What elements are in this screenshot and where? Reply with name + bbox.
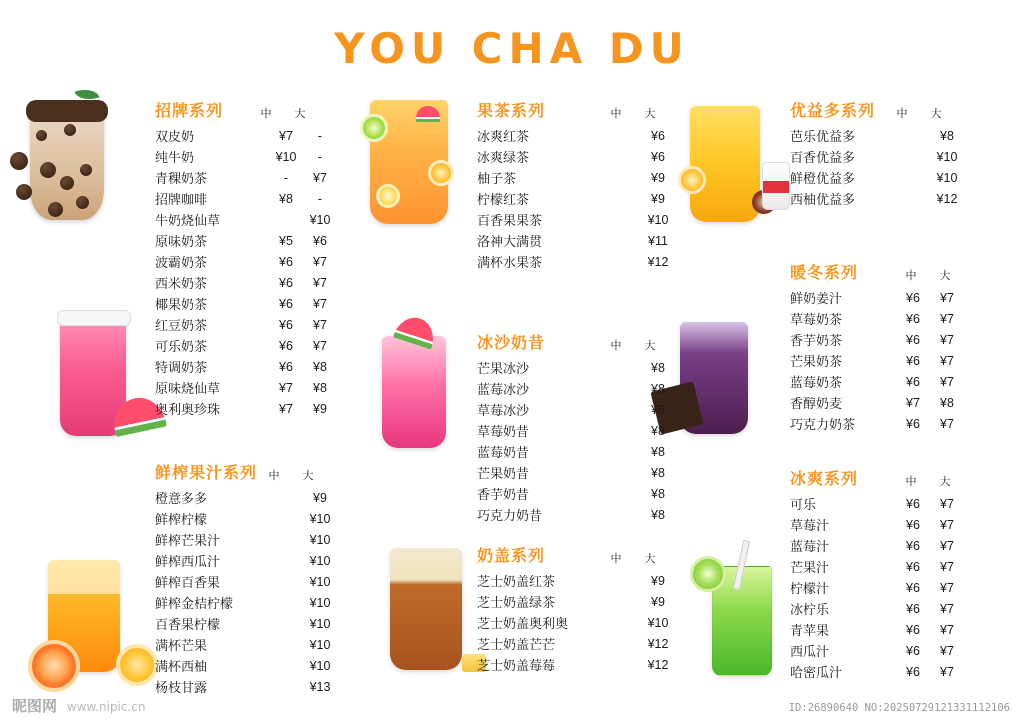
price-medium: ¥6	[906, 601, 920, 616]
item-name: 奥利奥珍珠	[155, 402, 221, 417]
item-name: 鲜榨金桔柠檬	[155, 596, 234, 611]
price-large: ¥10	[647, 212, 669, 227]
menu-item	[790, 640, 964, 661]
grapefruit-slice-icon	[28, 640, 80, 692]
price-large: ¥7	[940, 601, 954, 616]
berry-smoothie-image	[382, 336, 446, 448]
price-medium: ¥6	[906, 496, 920, 511]
item-name: 百香优益多	[790, 150, 856, 165]
price-large: ¥10	[309, 658, 331, 673]
item-name: 满杯芒果	[155, 638, 208, 653]
price-large: ¥8	[313, 380, 327, 395]
menu-rows	[790, 493, 964, 682]
menu-item	[790, 598, 964, 619]
section-fruit-tea	[477, 98, 675, 272]
item-name: 柠檬红茶	[477, 192, 530, 207]
mango-slice-icon	[116, 644, 158, 686]
price-medium: -	[283, 170, 289, 185]
price-large: ¥10	[309, 574, 331, 589]
item-name: 橙意多多	[155, 491, 208, 506]
item-name: 柚子茶	[477, 171, 517, 186]
item-name: 原味奶茶	[155, 234, 208, 249]
price-large: ¥8	[940, 395, 954, 410]
item-name: 冰爽绿茶	[477, 150, 530, 165]
item-name: 芒果汁	[790, 560, 830, 575]
price-medium: ¥6	[906, 664, 920, 679]
menu-item	[790, 577, 964, 598]
menu-item	[790, 661, 964, 682]
bubble-milk-tea-image	[30, 110, 104, 220]
milk-cap-tea-image	[390, 548, 462, 670]
section-warm-winter	[790, 260, 964, 434]
menu-item	[790, 413, 964, 434]
price-large: ¥6	[651, 149, 665, 164]
price-large: ¥8	[313, 359, 327, 374]
item-name: 招牌咖啡	[155, 192, 208, 207]
menu-item	[477, 209, 675, 230]
menu-item	[790, 188, 964, 209]
menu-item	[155, 272, 337, 293]
menu-item	[155, 209, 337, 230]
column-header-medium: 中	[896, 108, 908, 120]
price-medium: ¥6	[906, 517, 920, 532]
section-yakult	[790, 98, 964, 209]
price-large: ¥8	[940, 128, 954, 143]
price-large: ¥6	[313, 233, 327, 248]
column-header-large: 大	[644, 553, 656, 565]
price-large: ¥9	[313, 490, 327, 505]
price-large: ¥12	[647, 636, 669, 651]
price-medium: ¥7	[279, 401, 293, 416]
price-medium: ¥6	[279, 338, 293, 353]
menu-item	[155, 592, 337, 613]
menu-item	[790, 556, 964, 577]
item-name: 鲜奶姜汁	[790, 291, 843, 306]
price-large: ¥7	[313, 275, 327, 290]
price-large: ¥8	[651, 465, 665, 480]
menu-item	[477, 462, 675, 483]
price-medium: ¥7	[906, 395, 920, 410]
watermark-url: www.nipic.cn	[66, 700, 146, 714]
item-name: 草莓奶昔	[477, 424, 530, 439]
price-medium: ¥10	[275, 149, 297, 164]
watermark-site-name: 昵图网	[12, 697, 58, 715]
item-name: 巧克力奶昔	[477, 508, 543, 523]
watermark-left	[12, 695, 146, 716]
menu-item	[790, 493, 964, 514]
item-name: 芭乐优益多	[790, 129, 856, 144]
price-medium: ¥6	[906, 290, 920, 305]
price-medium: ¥6	[906, 538, 920, 553]
price-large: ¥7	[940, 311, 954, 326]
price-large: ¥10	[936, 170, 958, 185]
section-title: 优益多系列	[790, 103, 876, 120]
price-medium: ¥6	[906, 643, 920, 658]
price-large: ¥7	[940, 374, 954, 389]
price-large: ¥9	[313, 401, 327, 416]
menu-item	[155, 676, 337, 697]
section-title: 鲜榨果汁系列	[155, 465, 258, 482]
item-name: 原味烧仙草	[155, 381, 221, 396]
menu-item	[477, 504, 675, 525]
item-name: 草莓奶茶	[790, 312, 843, 327]
menu-item	[790, 350, 964, 371]
menu-rows	[477, 570, 675, 675]
price-medium: ¥6	[906, 559, 920, 574]
menu-item	[477, 357, 675, 378]
price-medium: ¥5	[279, 233, 293, 248]
menu-item	[477, 399, 675, 420]
item-name: 冰爽红茶	[477, 129, 530, 144]
price-large: ¥10	[647, 615, 669, 630]
item-name: 可乐奶茶	[155, 339, 208, 354]
item-name: 冰柠乐	[790, 602, 830, 617]
item-name: 纯牛奶	[155, 150, 195, 165]
price-large: ¥12	[647, 254, 669, 269]
price-medium: ¥6	[906, 311, 920, 326]
section-signature	[155, 98, 337, 419]
column-header-medium: 中	[905, 476, 917, 488]
column-header-medium: 中	[610, 553, 622, 565]
price-large: ¥8	[651, 381, 665, 396]
price-large: ¥10	[309, 616, 331, 631]
menu-item	[155, 167, 337, 188]
section-milk-cap	[477, 543, 675, 675]
passionfruit-yakult-image	[690, 106, 760, 222]
price-large: ¥10	[309, 595, 331, 610]
menu-item	[477, 230, 675, 251]
menu-rows	[155, 487, 337, 697]
menu-item	[477, 612, 675, 633]
price-medium: ¥6	[279, 296, 293, 311]
item-name: 芝士奶盖绿茶	[477, 595, 556, 610]
price-large: ¥12	[936, 191, 958, 206]
item-name: 蓝莓奶昔	[477, 445, 530, 460]
column-header-large: 大	[294, 108, 306, 120]
price-medium: ¥6	[279, 359, 293, 374]
item-name: 香芋奶茶	[790, 333, 843, 348]
lime-slice-icon	[690, 556, 726, 592]
menu-item	[155, 293, 337, 314]
menu-item	[477, 146, 675, 167]
menu-item	[477, 570, 675, 591]
menu-item	[477, 591, 675, 612]
menu-item	[477, 441, 675, 462]
column-header-large: 大	[939, 270, 951, 282]
section-title: 冰沙奶昔	[477, 335, 546, 352]
price-medium: ¥6	[279, 254, 293, 269]
price-large: ¥7	[940, 416, 954, 431]
column-header-large: 大	[939, 476, 951, 488]
price-medium: ¥6	[906, 374, 920, 389]
price-large: ¥7	[313, 254, 327, 269]
price-large: ¥8	[651, 402, 665, 417]
menu-item	[790, 329, 964, 350]
item-name: 鲜榨百香果	[155, 575, 221, 590]
price-large: ¥7	[940, 332, 954, 347]
menu-rows	[790, 287, 964, 434]
price-large: ¥8	[651, 360, 665, 375]
item-name: 鲜榨柠檬	[155, 512, 208, 527]
section-title: 暖冬系列	[790, 265, 859, 282]
price-large: ¥8	[651, 486, 665, 501]
price-medium: ¥7	[279, 380, 293, 395]
price-large: ¥7	[313, 170, 327, 185]
item-name: 西瓜汁	[790, 644, 830, 659]
price-large: -	[317, 191, 323, 206]
menu-item	[477, 251, 675, 272]
column-header-large: 大	[930, 108, 942, 120]
menu-item	[155, 335, 337, 356]
price-large: ¥9	[651, 191, 665, 206]
item-name: 柠檬汁	[790, 581, 830, 596]
price-large: ¥7	[313, 317, 327, 332]
item-name: 哈密瓜汁	[790, 665, 843, 680]
item-name: 草莓汁	[790, 518, 830, 533]
menu-item	[790, 371, 964, 392]
menu-item	[790, 514, 964, 535]
price-large: ¥7	[940, 559, 954, 574]
menu-item	[477, 654, 675, 675]
price-large: ¥7	[313, 296, 327, 311]
item-name: 牛奶烧仙草	[155, 213, 221, 228]
menu-item	[155, 377, 337, 398]
item-name: 西柚优益多	[790, 192, 856, 207]
menu-item	[477, 420, 675, 441]
menu-item	[790, 146, 964, 167]
price-large: ¥10	[936, 149, 958, 164]
item-name: 青苹果	[790, 623, 830, 638]
menu-item	[155, 398, 337, 419]
item-name: 芝士奶盖莓莓	[477, 658, 556, 673]
menu-item	[477, 483, 675, 504]
column-header-medium: 中	[268, 470, 280, 482]
column-header-medium: 中	[905, 270, 917, 282]
item-name: 巧克力奶茶	[790, 417, 856, 432]
menu-item	[477, 633, 675, 654]
menu-item	[477, 188, 675, 209]
column-header-large: 大	[644, 340, 656, 352]
price-medium: ¥6	[906, 353, 920, 368]
watermark-id: ID:26890640 NO:20250729121331112106	[788, 702, 1010, 714]
item-name: 红豆奶茶	[155, 318, 208, 333]
price-large: ¥9	[651, 573, 665, 588]
price-large: -	[317, 128, 323, 143]
price-medium: ¥6	[906, 622, 920, 637]
price-large: ¥9	[651, 170, 665, 185]
section-title: 招牌系列	[155, 103, 224, 120]
menu-rows	[790, 125, 964, 209]
price-large: ¥7	[940, 643, 954, 658]
price-large: ¥13	[309, 679, 331, 694]
menu-rows	[477, 125, 675, 272]
section-title: 奶盖系列	[477, 548, 546, 565]
menu-item	[477, 167, 675, 188]
price-medium: ¥6	[906, 332, 920, 347]
price-large: ¥10	[309, 511, 331, 526]
item-name: 蓝莓奶茶	[790, 375, 843, 390]
menu-item	[790, 287, 964, 308]
menu-rows	[155, 125, 337, 419]
price-large: ¥10	[309, 212, 331, 227]
item-name: 芒果奶茶	[790, 354, 843, 369]
item-name: 蓝莓冰沙	[477, 382, 530, 397]
column-header-medium: 中	[260, 108, 272, 120]
price-large: ¥7	[940, 290, 954, 305]
price-large: ¥7	[940, 538, 954, 553]
menu-rows	[477, 357, 675, 525]
price-medium: ¥8	[279, 191, 293, 206]
item-name: 鲜橙优益多	[790, 171, 856, 186]
item-name: 青稞奶茶	[155, 171, 208, 186]
menu-item	[155, 146, 337, 167]
item-name: 蓝莓汁	[790, 539, 830, 554]
menu-item	[155, 314, 337, 335]
price-large: ¥7	[940, 496, 954, 511]
item-name: 芒果奶昔	[477, 466, 530, 481]
column-header-medium: 中	[610, 340, 622, 352]
section-title: 冰爽系列	[790, 471, 859, 488]
menu-item	[477, 125, 675, 146]
price-medium: ¥6	[279, 317, 293, 332]
price-large: ¥7	[940, 517, 954, 532]
menu-item	[790, 392, 964, 413]
yakult-bottle-icon	[762, 162, 790, 210]
page-title: YOU CHA DU	[334, 24, 690, 73]
price-large: ¥10	[309, 532, 331, 547]
item-name: 百香果柠檬	[155, 617, 221, 632]
price-medium: ¥6	[906, 416, 920, 431]
item-name: 椰果奶茶	[155, 297, 208, 312]
menu-item	[790, 308, 964, 329]
item-name: 香芋奶昔	[477, 487, 530, 502]
price-large: ¥10	[309, 553, 331, 568]
item-name: 鲜榨西瓜汁	[155, 554, 221, 569]
item-name: 芝士奶盖奥利奥	[477, 616, 569, 631]
menu-item	[790, 167, 964, 188]
price-large: ¥12	[647, 657, 669, 672]
price-large: ¥7	[940, 580, 954, 595]
price-large: ¥10	[309, 637, 331, 652]
price-medium: ¥6	[906, 580, 920, 595]
column-header-medium: 中	[610, 108, 622, 120]
price-large: ¥7	[940, 664, 954, 679]
menu-item	[155, 550, 337, 571]
item-name: 波霸奶茶	[155, 255, 208, 270]
item-name: 草莓冰沙	[477, 403, 530, 418]
price-medium: ¥7	[279, 128, 293, 143]
menu-item	[790, 535, 964, 556]
item-name: 芝士奶盖红茶	[477, 574, 556, 589]
column-header-large: 大	[302, 470, 314, 482]
section-title: 果茶系列	[477, 103, 546, 120]
item-name: 百香果果茶	[477, 213, 543, 228]
price-large: -	[317, 149, 323, 164]
item-name: 特调奶茶	[155, 360, 208, 375]
item-name: 洛神大满贯	[477, 234, 543, 249]
item-name: 芝士奶盖芒芒	[477, 637, 556, 652]
item-name: 可乐	[790, 497, 817, 512]
column-header-large: 大	[644, 108, 656, 120]
price-large: ¥9	[651, 594, 665, 609]
menu-item	[155, 571, 337, 592]
menu-item	[155, 251, 337, 272]
price-large: ¥6	[651, 128, 665, 143]
price-medium: ¥6	[279, 275, 293, 290]
price-large: ¥7	[940, 622, 954, 637]
item-name: 满杯水果茶	[477, 255, 543, 270]
section-fresh-juice	[155, 460, 337, 697]
menu-item	[790, 619, 964, 640]
item-name: 杨枝甘露	[155, 680, 208, 695]
price-large: ¥8	[651, 423, 665, 438]
item-name: 双皮奶	[155, 129, 195, 144]
item-name: 芒果冰沙	[477, 361, 530, 376]
menu-item	[155, 188, 337, 209]
item-name: 香醇奶麦	[790, 396, 843, 411]
menu-item	[155, 634, 337, 655]
item-name: 鲜榨芒果汁	[155, 533, 221, 548]
price-large: ¥11	[648, 233, 668, 248]
item-name: 满杯西柚	[155, 659, 208, 674]
menu-item	[155, 529, 337, 550]
menu-item	[155, 613, 337, 634]
fruit-tea-cup-image	[370, 100, 448, 224]
menu-item	[155, 487, 337, 508]
price-large: ¥8	[651, 507, 665, 522]
item-name: 西米奶茶	[155, 276, 208, 291]
section-smoothie	[477, 330, 675, 525]
price-large: ¥8	[651, 444, 665, 459]
menu-item	[155, 230, 337, 251]
menu-item	[790, 125, 964, 146]
menu-item	[155, 356, 337, 377]
menu-item	[155, 508, 337, 529]
menu-item	[155, 125, 337, 146]
price-large: ¥7	[940, 353, 954, 368]
menu-item	[477, 378, 675, 399]
section-iced	[790, 466, 964, 682]
price-large: ¥7	[313, 338, 327, 353]
menu-item	[155, 655, 337, 676]
